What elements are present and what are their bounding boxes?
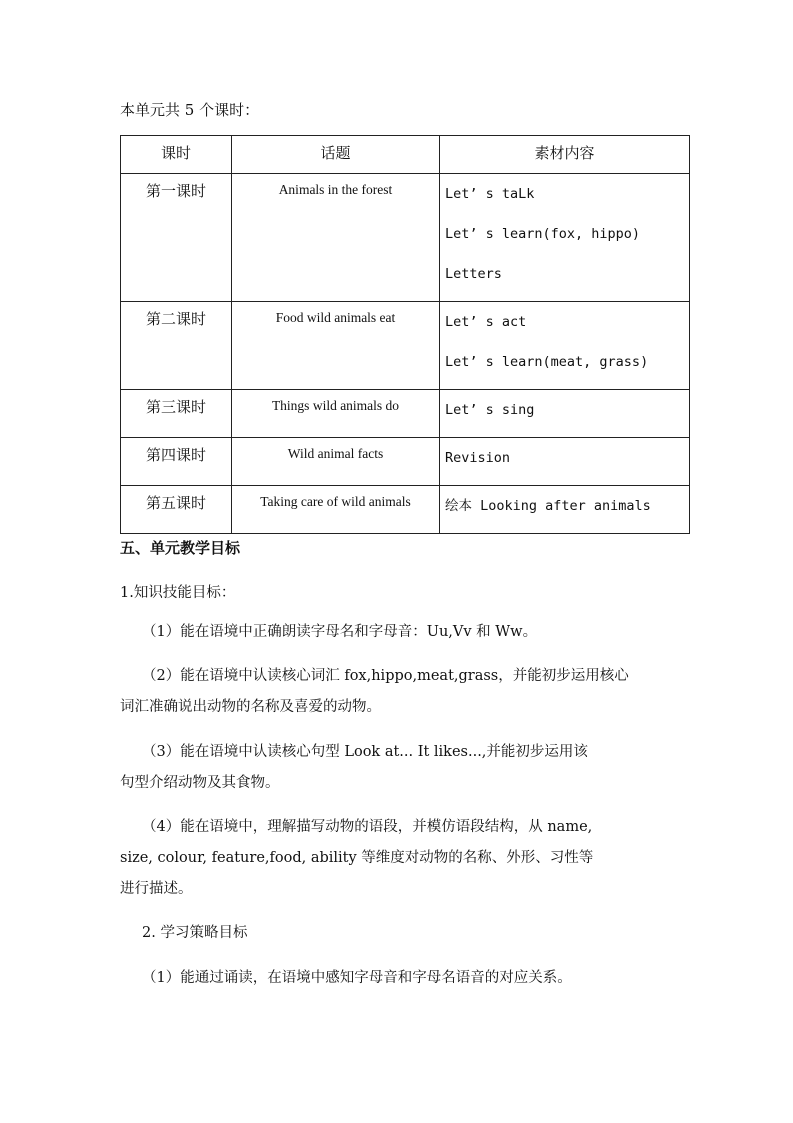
table-header-row <box>121 136 690 174</box>
material-item: Letters <box>445 266 502 282</box>
objective-item-5: （1）能通过诵读，在语境中感知字母音和字母名语音的对应关系。 <box>142 970 572 986</box>
header-lesson: 课时 <box>121 136 232 174</box>
objective-item-1: （1）能在语境中正确朗读字母名和字母音：Uu,Vv 和 Ww。 <box>142 624 538 640</box>
material-item: Let’ s taLk <box>445 186 535 202</box>
topic-cell: Things wild animals do <box>232 390 440 438</box>
material-cell <box>440 302 690 390</box>
lesson-count-intro: 本单元共 5 个课时： <box>120 101 260 119</box>
objective-item-3-line1: （3）能在语境中认读核心句型 Look at... It likes...,并能初步运用该 <box>142 744 588 760</box>
objective-item-3-line2: 句型介绍动物及其食物。 <box>120 775 280 791</box>
topic-cell: Wild animal facts <box>232 438 440 486</box>
objective-item-2-line2: 词汇准确说出动物的名称及喜爱的动物。 <box>120 699 381 715</box>
table-row <box>121 486 690 534</box>
lesson-table <box>120 135 690 534</box>
material-item: Let’ s act <box>445 314 527 330</box>
objective-item-4-line1: （4）能在语境中，理解描写动物的语段，并模仿语段结构，从 name, <box>142 819 593 835</box>
material-item: Let’ s learn(fox, hippo) <box>445 226 641 242</box>
header-topic: 话题 <box>232 136 440 174</box>
table-row <box>121 438 690 486</box>
material-cell <box>440 486 690 534</box>
topic-cell: Taking care of wild animals <box>232 486 440 534</box>
table-row <box>121 302 690 390</box>
topic-cell: Food wild animals eat <box>232 302 440 390</box>
topic-cell: Animals in the forest <box>232 174 440 302</box>
section-title-objectives: 五、单元教学目标 <box>120 539 241 557</box>
material-cell <box>440 438 690 486</box>
objective-item-2-line1: （2）能在语境中认读核心词汇 fox,hippo,meat,grass，并能初步运用核心 <box>142 668 629 684</box>
lesson-cell: 第一课时 <box>121 174 232 302</box>
objective-item-4-line2: size, colour, feature,food, ability 等维度对动物的名称、外形、习性等 <box>120 850 594 866</box>
objective-item-4-line3: 进行描述。 <box>120 881 193 897</box>
subheading-strategy: 2. 学习策略目标 <box>142 925 248 941</box>
table-row <box>121 174 690 302</box>
lesson-cell: 第二课时 <box>121 302 232 390</box>
lesson-cell: 第三课时 <box>121 390 232 438</box>
table-row <box>121 390 690 438</box>
subheading-knowledge: 1.知识技能目标： <box>120 585 236 601</box>
material-item: Revision <box>445 450 511 466</box>
material-cell <box>440 390 690 438</box>
material-item: Let’ s sing <box>445 402 535 418</box>
lesson-cell: 第五课时 <box>121 486 232 534</box>
material-item: 绘本 Looking after animals <box>445 498 651 514</box>
lesson-cell: 第四课时 <box>121 438 232 486</box>
material-item: Let’ s learn(meat, grass) <box>445 354 649 370</box>
header-material: 素材内容 <box>440 136 690 174</box>
material-cell <box>440 174 690 302</box>
